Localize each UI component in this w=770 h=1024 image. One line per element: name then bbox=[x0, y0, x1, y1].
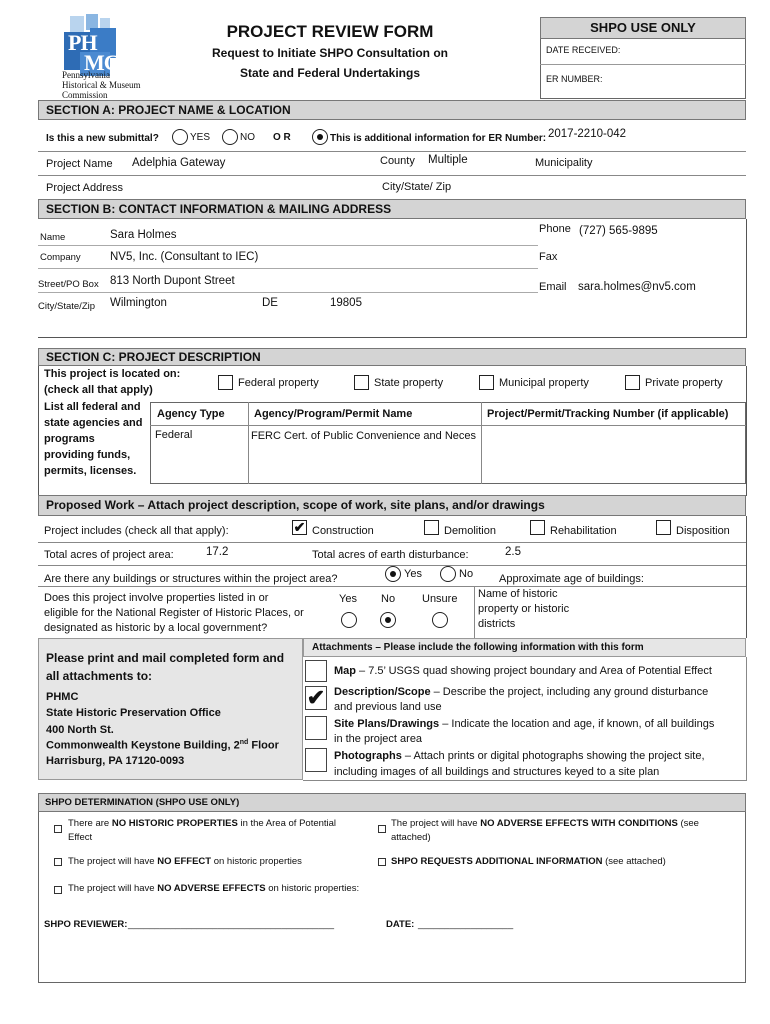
buildings-yes-label: Yes bbox=[404, 568, 422, 580]
total-acres-value[interactable]: 17.2 bbox=[206, 546, 229, 558]
check-icon: ✔ bbox=[306, 685, 326, 710]
historic-unsure-header: Unsure bbox=[422, 593, 458, 605]
construction-label: Construction bbox=[312, 525, 374, 537]
city-state-zip-label: City/State/ Zip bbox=[382, 181, 452, 193]
buildings-yes-radio[interactable] bbox=[385, 566, 401, 582]
no-adverse-conditions-line2: attached) bbox=[391, 832, 431, 843]
photographs-checkbox[interactable] bbox=[305, 748, 327, 772]
list-agencies-line3: programs bbox=[44, 433, 95, 445]
opt1-text-c: in the Area of Potential bbox=[237, 818, 337, 829]
historic-name-line3: districts bbox=[478, 618, 516, 630]
section-a-divider-2 bbox=[38, 175, 746, 176]
historic-name-line1: Name of historic bbox=[478, 588, 558, 600]
form-title: PROJECT REVIEW FORM bbox=[226, 22, 434, 41]
project-address-label: Project Address bbox=[46, 182, 124, 194]
construction-checkbox[interactable] bbox=[292, 520, 307, 535]
rehabilitation-label: Rehabilitation bbox=[550, 525, 617, 537]
no-adverse-effects-checkbox[interactable] bbox=[54, 886, 62, 894]
section-b-row-line-2 bbox=[38, 268, 538, 269]
additional-info-label: This is additional information for ER Number: bbox=[330, 133, 547, 144]
historic-unsure-radio[interactable] bbox=[432, 612, 448, 628]
attachments-bottom-border bbox=[303, 780, 747, 781]
mail-addr-4-sup: nd bbox=[239, 739, 249, 746]
opt5-text-c: on historic properties: bbox=[265, 883, 360, 894]
photographs-bold: Photographs bbox=[334, 750, 402, 762]
er-number-label: ER NUMBER: bbox=[546, 74, 603, 84]
site-plans-desc: – Indicate the location and age, if known, of all buildings bbox=[439, 718, 715, 730]
contact-name-value[interactable]: Sara Holmes bbox=[110, 229, 177, 241]
mail-heading-line1: Please print and mail completed form and bbox=[46, 651, 285, 665]
list-agencies-line4: providing funds, bbox=[44, 449, 131, 461]
date-received-divider bbox=[540, 64, 746, 65]
email-label: Email bbox=[539, 281, 567, 293]
new-submittal-yes-label: YES bbox=[190, 132, 211, 143]
opt1-text-b: NO HISTORIC PROPERTIES bbox=[111, 818, 238, 829]
private-property-label: Private property bbox=[645, 377, 723, 389]
opt2-text-a: The project will have bbox=[391, 818, 481, 829]
historic-no-header: No bbox=[381, 593, 396, 605]
historic-name-divider bbox=[474, 586, 475, 638]
agency-type-header: Agency Type bbox=[157, 408, 225, 420]
section-c-right-border bbox=[746, 366, 747, 496]
site-plans-bold: Site Plans/Drawings bbox=[334, 718, 440, 730]
mail-addr-2: State Historic Preservation Office bbox=[46, 707, 221, 719]
mail-heading-line2: all attachments to: bbox=[46, 669, 153, 683]
buildings-no-radio[interactable] bbox=[440, 566, 456, 582]
federal-property-label: Federal property bbox=[238, 377, 319, 389]
disposition-label: Disposition bbox=[676, 525, 730, 537]
new-submittal-yes-radio[interactable] bbox=[172, 129, 188, 145]
agency-type-cell[interactable]: Federal bbox=[155, 429, 193, 441]
state-value[interactable]: DE bbox=[262, 297, 278, 309]
located-on-line2: (check all that apply) bbox=[44, 384, 153, 396]
opt3-text-c: on historic properties bbox=[211, 856, 302, 867]
historic-name-line2: property or historic bbox=[478, 603, 570, 615]
site-plans-checkbox[interactable] bbox=[305, 716, 327, 740]
fax-label: Fax bbox=[539, 251, 558, 263]
historic-yes-header: Yes bbox=[339, 593, 357, 605]
shpo-date-label: DATE: bbox=[386, 919, 415, 930]
opt4-text-c: (see attached) bbox=[602, 856, 666, 867]
buildings-question: Are there any buildings or structures within the project area? bbox=[44, 573, 338, 585]
section-b-title: SECTION B: CONTACT INFORMATION & MAILING ADDRESS bbox=[46, 202, 392, 216]
disposition-checkbox[interactable] bbox=[656, 520, 671, 535]
description-text-line1 bbox=[334, 686, 708, 698]
description-text-line2: and previous land use bbox=[334, 701, 442, 713]
project-name-value[interactable]: Adelphia Gateway bbox=[132, 157, 226, 169]
new-submittal-question: Is this a new submittal? bbox=[46, 133, 159, 144]
attachments-right-border bbox=[746, 657, 747, 780]
additional-info-radio[interactable] bbox=[312, 129, 328, 145]
er-number-value[interactable]: 2017-2210-042 bbox=[548, 128, 627, 140]
determination-title: SHPO DETERMINATION (SHPO USE ONLY) bbox=[45, 797, 240, 808]
site-plans-text-line2: in the project area bbox=[334, 733, 423, 745]
earth-disturbance-label: Total acres of earth disturbance: bbox=[312, 549, 469, 561]
approximate-age-label: Approximate age of buildings: bbox=[499, 573, 644, 585]
no-historic-properties-checkbox[interactable] bbox=[54, 825, 62, 833]
section-c-left-border bbox=[38, 366, 39, 496]
agency-table-col-divider-1 bbox=[248, 402, 249, 484]
opt3-text-b: NO EFFECT bbox=[157, 856, 212, 867]
logo-letters-p-h: PH bbox=[68, 30, 97, 55]
proposed-work-divider-3 bbox=[38, 586, 746, 587]
shpo-reviewer-line[interactable]: _______________________________________ bbox=[128, 919, 335, 930]
city-label: City/State/Zip bbox=[38, 301, 96, 312]
federal-property-checkbox[interactable] bbox=[218, 375, 233, 390]
historic-question-line3: designated as historic by a local government? bbox=[44, 622, 268, 634]
section-b-row-line-3 bbox=[38, 292, 538, 293]
municipality-label: Municipality bbox=[535, 157, 593, 169]
company-label: Company bbox=[40, 252, 81, 263]
proposed-work-title: Proposed Work – Attach project description, scope of work, site plans, and/or drawings bbox=[46, 498, 545, 512]
mail-addr-4-main: Commonwealth Keystone Building, 2 bbox=[46, 739, 240, 752]
project-name-label: Project Name bbox=[46, 158, 113, 170]
state-property-checkbox[interactable] bbox=[354, 375, 369, 390]
new-submittal-no-radio[interactable] bbox=[222, 129, 238, 145]
no-effect-text bbox=[68, 856, 302, 867]
agency-table-header-divider bbox=[150, 425, 746, 426]
mail-addr-4-floor: Floor bbox=[248, 739, 279, 752]
historic-question-line1: Does this project involve properties listed in or bbox=[44, 592, 269, 604]
map-text bbox=[334, 665, 712, 677]
tracking-header: Project/Permit/Tracking Number (if applicable) bbox=[487, 408, 729, 420]
municipal-property-checkbox[interactable] bbox=[479, 375, 494, 390]
earth-disturbance-value[interactable]: 2.5 bbox=[505, 546, 521, 558]
form-subtitle-line1: Request to Initiate SHPO Consultation on bbox=[211, 46, 448, 60]
mail-addr-5: Harrisburg, PA 17120-0093 bbox=[46, 755, 185, 767]
mail-addr-3: 400 North St. bbox=[46, 724, 114, 736]
logo-org-line2: Historical & Museum bbox=[62, 80, 141, 90]
map-checkbox[interactable] bbox=[305, 660, 327, 682]
program-header: Agency/Program/Permit Name bbox=[254, 408, 413, 420]
opt2-text-b: NO ADVERSE EFFECTS WITH CONDITIONS bbox=[480, 818, 678, 829]
phmc-logo bbox=[56, 12, 166, 102]
program-cell[interactable]: FERC Cert. of Public Convenience and Neces bbox=[251, 430, 476, 442]
buildings-no-label: No bbox=[459, 568, 474, 580]
mail-addr-1: PHMC bbox=[46, 691, 79, 703]
contact-name-label: Name bbox=[40, 232, 66, 243]
county-value[interactable]: Multiple bbox=[428, 154, 468, 166]
photographs-text-line1 bbox=[334, 750, 705, 762]
historic-no-radio[interactable] bbox=[380, 612, 396, 628]
mail-addr-4 bbox=[46, 739, 279, 752]
opt3-text-a: The project will have bbox=[68, 856, 158, 867]
map-bold: Map bbox=[334, 665, 356, 677]
section-b-right-border bbox=[746, 219, 747, 337]
logo-org-line3: Commission bbox=[62, 90, 108, 100]
state-property-label: State property bbox=[374, 377, 444, 389]
section-c-title: SECTION C: PROJECT DESCRIPTION bbox=[46, 350, 261, 364]
additional-info-request-text bbox=[391, 856, 666, 867]
no-adverse-conditions-checkbox[interactable] bbox=[378, 825, 386, 833]
shpo-reviewer-label: SHPO REVIEWER: bbox=[44, 919, 128, 930]
logo-letters-m-c: MC bbox=[84, 50, 119, 75]
located-on-line1: This project is located on: bbox=[44, 368, 181, 380]
agency-table-col-divider-2 bbox=[481, 402, 482, 484]
street-value[interactable]: 813 North Dupont Street bbox=[110, 275, 235, 287]
private-property-checkbox[interactable] bbox=[625, 375, 640, 390]
proposed-work-right-border bbox=[746, 516, 747, 638]
site-plans-text-line1 bbox=[334, 718, 714, 730]
photographs-desc: – Attach prints or digital photographs showing the project site, bbox=[401, 750, 705, 762]
historic-yes-radio[interactable] bbox=[341, 612, 357, 628]
section-a-title: SECTION A: PROJECT NAME & LOCATION bbox=[46, 103, 291, 117]
shpo-use-only-label: SHPO USE ONLY bbox=[590, 20, 696, 35]
opt5-text-a: The project will have bbox=[68, 883, 158, 894]
list-agencies-line2: state agencies and bbox=[44, 417, 143, 429]
new-submittal-no-label: NO bbox=[240, 132, 255, 143]
city-value[interactable]: Wilmington bbox=[110, 297, 167, 309]
company-value[interactable]: NV5, Inc. (Consultant to IEC) bbox=[110, 251, 259, 263]
photographs-text-line2: including images of all buildings and structures keyed to a site plan bbox=[334, 766, 660, 778]
section-b-bottom-border bbox=[38, 337, 747, 338]
list-agencies-line5: permits, licenses. bbox=[44, 465, 137, 477]
map-desc: – 7.5’ USGS quad showing project boundary and Area of Potential Effect bbox=[356, 665, 712, 677]
description-bold: Description/Scope bbox=[334, 686, 431, 698]
email-value[interactable]: sara.holmes@nv5.com bbox=[578, 281, 696, 293]
logo-org-line1: Pennsylvania bbox=[62, 70, 110, 80]
list-agencies-line1: List all federal and bbox=[44, 401, 141, 413]
county-label: County bbox=[380, 155, 415, 167]
street-label: Street/PO Box bbox=[38, 279, 99, 290]
total-acres-label: Total acres of project area: bbox=[44, 549, 174, 561]
no-historic-properties-line2: Effect bbox=[68, 832, 93, 843]
check-icon: ✔ bbox=[293, 519, 306, 535]
shpo-date-line[interactable]: __________________ bbox=[418, 919, 514, 930]
description-checkbox[interactable] bbox=[305, 686, 327, 710]
date-received-label: DATE RECEIVED: bbox=[546, 45, 621, 55]
historic-question-line2: eligible for the National Register of Historic Places, or bbox=[44, 607, 304, 619]
proposed-work-divider-1 bbox=[38, 542, 746, 543]
opt1-text-a: There are bbox=[68, 818, 112, 829]
demolition-checkbox[interactable] bbox=[424, 520, 439, 535]
no-historic-properties-line1 bbox=[68, 818, 336, 829]
no-effect-checkbox[interactable] bbox=[54, 858, 62, 866]
attachments-title: Attachments – Please include the following information with this form bbox=[312, 642, 644, 653]
form-subtitle-line2: State and Federal Undertakings bbox=[239, 66, 421, 80]
section-a-divider-1 bbox=[38, 151, 746, 152]
opt4-text-b: SHPO REQUESTS ADDITIONAL INFORMATION bbox=[391, 856, 603, 867]
opt2-text-c: (see bbox=[677, 818, 699, 829]
project-includes-label: Project includes (check all that apply): bbox=[44, 525, 229, 537]
zip-value[interactable]: 19805 bbox=[330, 297, 362, 309]
opt5-text-b: NO ADVERSE EFFECTS bbox=[157, 883, 266, 894]
or-label: O R bbox=[273, 132, 291, 143]
demolition-label: Demolition bbox=[444, 525, 496, 537]
phone-label: Phone bbox=[539, 223, 571, 235]
rehabilitation-checkbox[interactable] bbox=[530, 520, 545, 535]
municipal-property-label: Municipal property bbox=[499, 377, 589, 389]
additional-info-request-checkbox[interactable] bbox=[378, 858, 386, 866]
phone-value[interactable]: (727) 565-9895 bbox=[579, 225, 658, 237]
no-adverse-conditions-line1 bbox=[391, 818, 699, 829]
no-adverse-effects-text bbox=[68, 883, 359, 894]
section-b-row-line-1 bbox=[38, 245, 538, 246]
description-desc: – Describe the project, including any ground disturbance bbox=[430, 686, 709, 698]
